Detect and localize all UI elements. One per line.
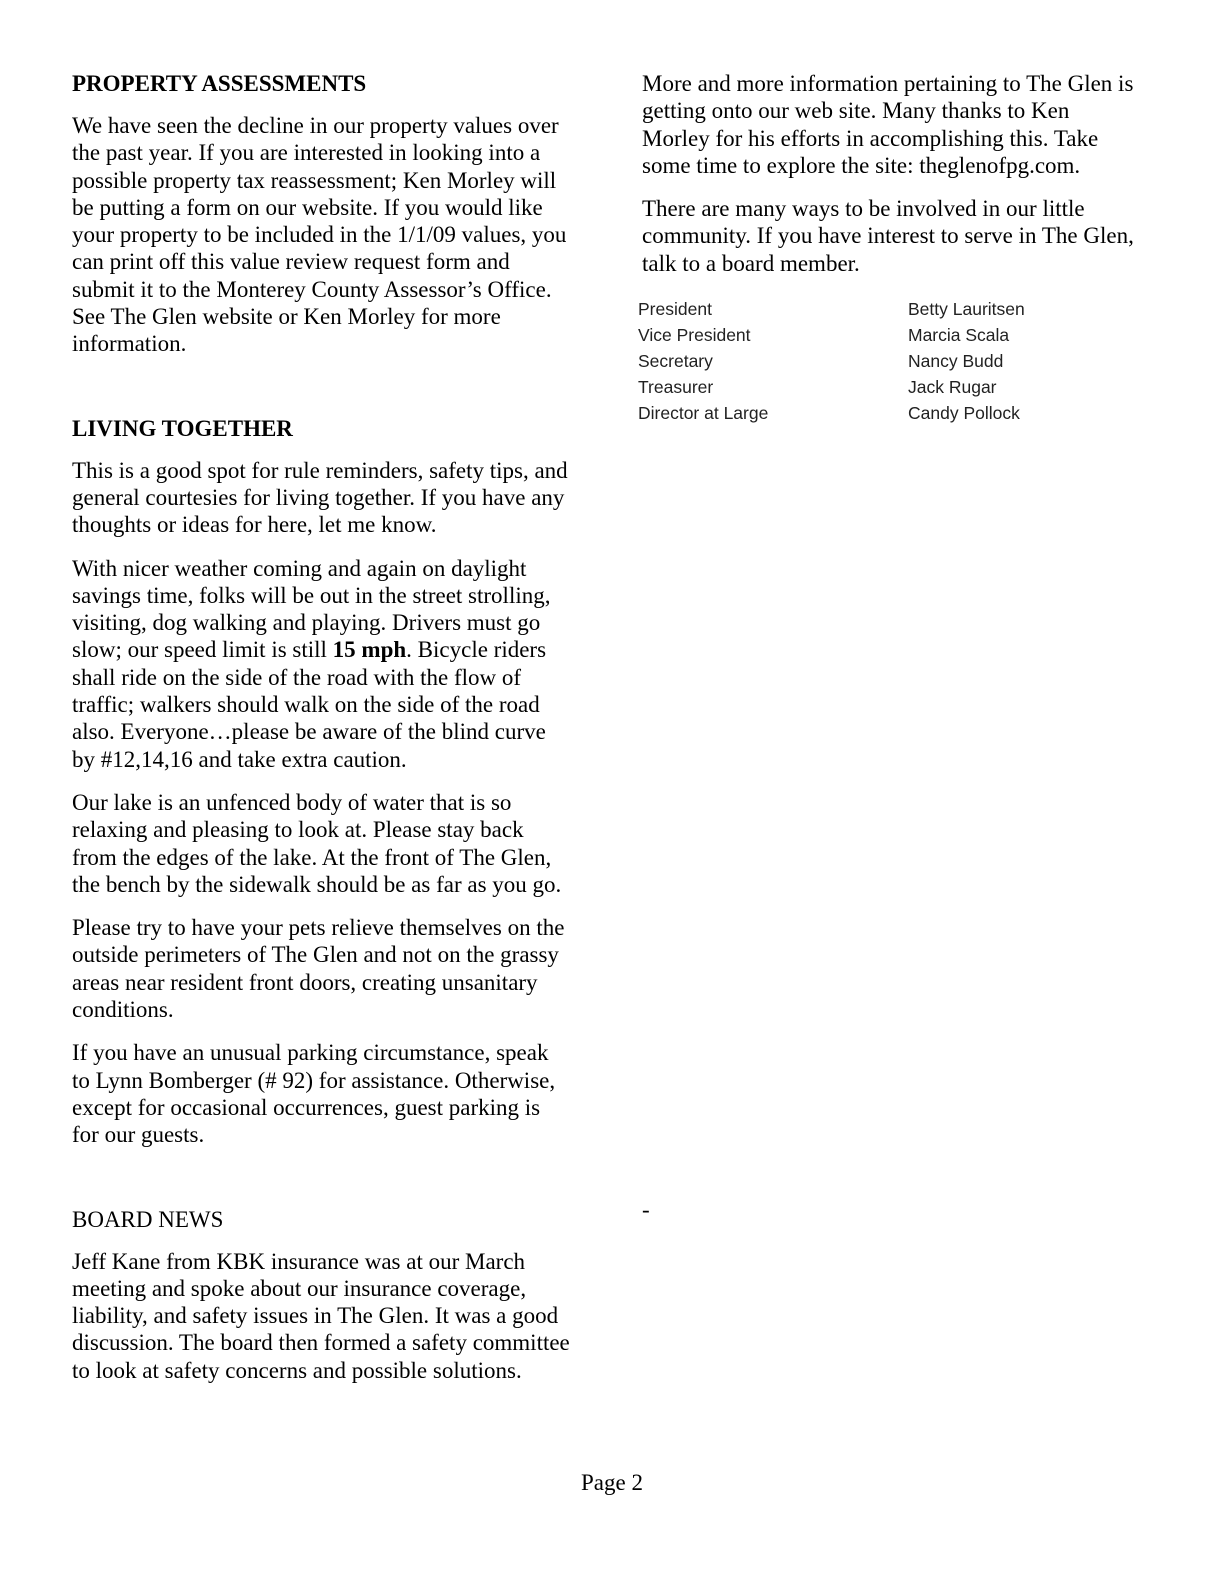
living-together-paragraph-4: Please try to have your pets relieve themselves on the outside perimeters of The Glen and not on the grassy areas near resident front doors, creating unsanitary conditions.	[72, 915, 565, 1023]
board-news-paragraph: Jeff Kane from KBK insurance was at our March meeting and spoke about our insurance coverage, liability, and safety issues in The Glen. It was a good discussion. The board then formed a safety committee to look at safety concerns and possible solutions.	[72, 1248, 570, 1383]
website-paragraph: More and more information pertaining to The Glen is getting onto our web site. Many thanks to Ken Morley for his efforts in accomplishing this. Take some time to explore the site: theglenofpg.com.	[642, 71, 1134, 178]
board-member-name: Candy Pollock	[908, 402, 1020, 423]
left-column	[72, 70, 572, 1400]
board-member-role: Secretary	[638, 350, 713, 371]
page-number: Page 2	[581, 1470, 643, 1495]
board-member-name: Nancy Budd	[908, 350, 1004, 371]
living-together-paragraph-1: This is a good spot for rule reminders, safety tips, and general courtesies for living together. If you have any thoughts or ideas for here, let me know.	[72, 457, 568, 538]
board-member-row	[638, 401, 1142, 427]
board-member-row	[638, 349, 1142, 375]
board-member-role: Director at Large	[638, 402, 769, 423]
living-together-heading: LIVING TOGETHER	[72, 415, 293, 441]
speed-limit-value: 15 mph	[332, 637, 407, 663]
involvement-paragraph: There are many ways to be involved in our little community. If you have interest to serve in The Glen, talk to a board member.	[642, 196, 1134, 276]
stray-dash: -	[642, 1197, 650, 1222]
board-member-row	[638, 297, 1142, 323]
board-member-role: Treasurer	[638, 376, 714, 397]
speed-text-before: With nicer weather coming and again on daylight savings time, folks will be out in the street strolling, visiting, dog walking and playing. Drivers must go slow; our speed limit is still	[72, 555, 551, 663]
board-news-heading: BOARD NEWS	[72, 1206, 224, 1232]
section-spacer	[72, 1165, 572, 1206]
living-together-paragraph-3: Our lake is an unfenced body of water that is so relaxing and pleasing to look at. Please stay back from the edges of the lake. At the front of The Glen, the bench by the sidewalk should be as far as you go.	[72, 789, 562, 897]
living-together-paragraph-2	[72, 555, 572, 773]
property-assessments-heading: PROPERTY ASSESSMENTS	[72, 71, 367, 96]
right-column	[638, 70, 1142, 427]
board-members-table	[638, 297, 1142, 427]
board-member-role: President	[638, 299, 712, 320]
speed-text-after: . Bicycle riders shall ride on the side of the road with the flow of traffic; walkers should walk on the side of the road also. Everyone…please be aware of the blind curve by #12,14,16 and take extra caution.	[72, 637, 547, 772]
property-assessments-paragraph: We have seen the decline in our property values over the past year. If you are interested in looking into a possible property tax reassessment; Ken Morley will be putting a form on our website. If you would like your property to be included in the 1/1/09 values, you can print off this value review request form and submit it to the Monterey County Assessor’s Office. See The Glen website or Ken Morley for more information.	[72, 113, 567, 357]
living-together-paragraph-5: If you have an unusual parking circumstance, speak to Lynn Bomberger (# 92) for assistance. Otherwise, except for occasional occurrences, guest parking is for our guests.	[72, 1040, 556, 1148]
board-member-row	[638, 375, 1142, 401]
section-spacer	[72, 374, 572, 415]
board-member-name: Marcia Scala	[908, 324, 1010, 345]
board-member-name: Betty Lauritsen	[908, 299, 1025, 320]
board-member-row	[638, 323, 1142, 349]
board-member-name: Jack Rugar	[908, 376, 997, 397]
board-member-role: Vice President	[638, 324, 751, 345]
